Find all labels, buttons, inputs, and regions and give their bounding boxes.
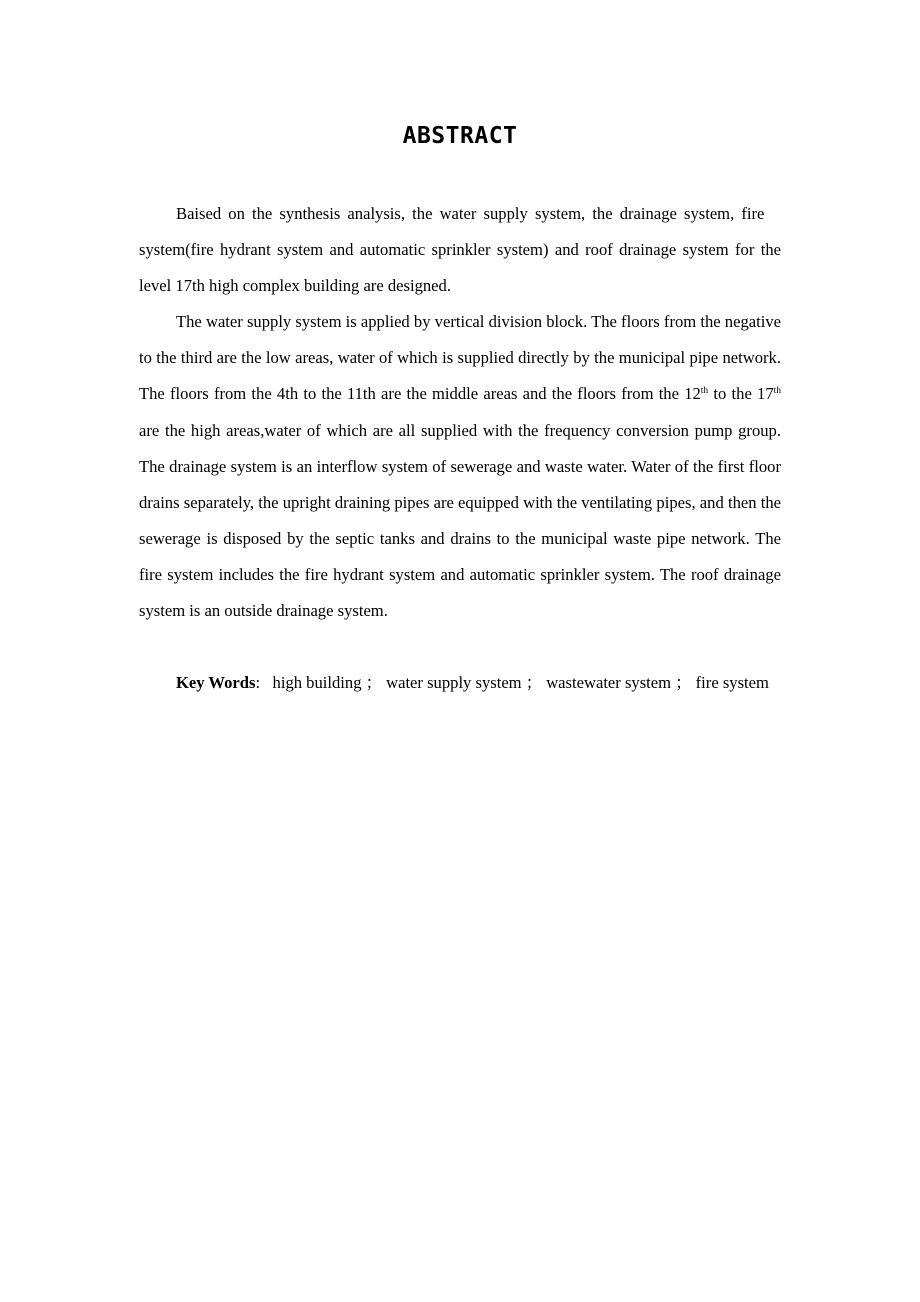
keywords-paragraph	[139, 665, 781, 701]
abstract-paragraph-2	[139, 304, 781, 629]
keywords-label: Key Words	[176, 673, 256, 693]
abstract-paragraph-1: Baised on the synthesis analysis, the water supply system, the drainage system, fire system(fire hydrant system and automatic sprinkler system) and roof drainage system for the level 17th high complex building are designed.	[139, 204, 781, 296]
keyword-separator: ；	[525, 673, 543, 693]
keyword-item: wastewater system	[546, 673, 672, 693]
keyword-item: high building	[272, 673, 362, 693]
paragraph-2-text-3: are the high areas,water of which are all supplied with the frequency conversion pump group. The drainage system is an interflow system of sewerage and waste water. Water of the first floor drains separately, the upright draining pipes are equipped with the ventilating pipes, and then the sewerage is disposed by the septic tanks and drains to the municipal waste pipe network. The fire system includes the fire hydrant system and automatic sprinkler system. The roof drainage system is an outside drainage system.	[139, 420, 781, 621]
paragraph-2-text-2: to the 17	[708, 384, 774, 404]
keyword-item: fire system	[695, 673, 769, 693]
superscript-th-17: th	[773, 386, 782, 397]
page-title: ABSTRACT	[402, 123, 518, 149]
keywords-colon: :	[255, 673, 261, 693]
keyword-separator: ；	[675, 673, 692, 693]
keyword-separator: ；	[365, 673, 383, 693]
abstract-body	[139, 196, 781, 701]
paragraph-2-text-1: The water supply system is applied by vertical division block. The floors from the negative to the third are the low areas, water of which is supplied directly by the municipal pipe network. The floors from the 4th to the 11th are the middle areas and the floors from the 12	[139, 312, 781, 404]
keyword-item: water supply system	[386, 673, 522, 693]
superscript-th-12: th	[700, 386, 709, 397]
